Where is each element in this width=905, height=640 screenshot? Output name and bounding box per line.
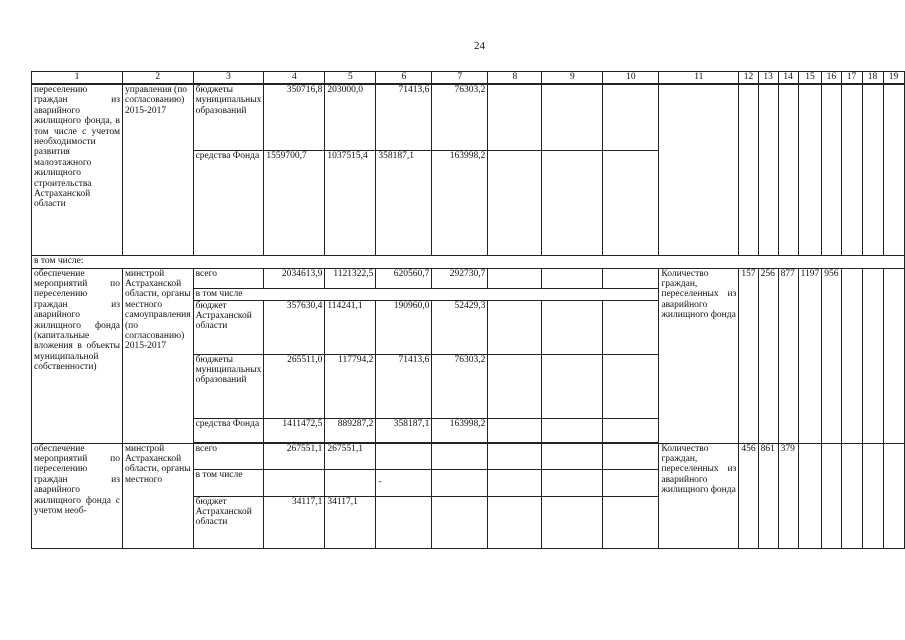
column-header: 19	[883, 72, 904, 85]
column-header: 9	[542, 72, 603, 85]
subtotal-note-row	[32, 255, 905, 268]
column-header: 8	[488, 72, 542, 85]
page-number: 24	[474, 40, 485, 52]
column-header: 7	[432, 72, 488, 85]
amount-2015: 34117,1	[325, 496, 376, 548]
column-header: 15	[798, 72, 822, 85]
indicator-value: 956	[822, 268, 841, 443]
amount-2016: 358187,1	[376, 418, 432, 442]
amount-2015: 1037515,4	[325, 150, 376, 255]
indicator-value: 1197	[798, 268, 822, 443]
indicator-value	[841, 443, 862, 548]
amount-2017: 52429,3	[432, 300, 488, 354]
funding-source: средства Фонда	[193, 418, 264, 442]
amount-total: 267551,1	[264, 443, 325, 469]
indicator-value: 861	[758, 443, 778, 548]
amount-2015: 117794,2	[325, 354, 376, 418]
amount-total: 357630,4	[264, 300, 325, 354]
amount-total: 2034613,9	[264, 268, 325, 288]
funding-source: всего	[193, 443, 264, 469]
incl-label: в том числе	[193, 469, 264, 496]
column-header: 13	[758, 72, 778, 85]
column-header: 5	[325, 72, 376, 85]
amount-total: 1411472,5	[264, 418, 325, 442]
indicator-value: 456	[739, 443, 758, 548]
table-row	[32, 443, 905, 469]
column-number-row	[32, 72, 905, 85]
amount-2015: 114241,1	[325, 300, 376, 354]
funding-source: средства Фонда	[193, 150, 264, 255]
indicator-value	[798, 443, 822, 548]
funding-source: бюджеты муниципальных образований	[193, 354, 264, 418]
column-header: 2	[123, 72, 194, 85]
amount-2015: 267551,1	[325, 443, 376, 469]
indicator-value	[862, 268, 883, 443]
column-header: 1	[32, 72, 123, 85]
amount-total: 34117,1	[264, 496, 325, 548]
activity-cell: обеспечение мероприятий по переселению граждан из аварийного жилищного фонда (капитальные вложения в объекты муниципальной собственности)	[32, 268, 123, 443]
amount-total: 265511,0	[264, 354, 325, 418]
funding-source: всего	[193, 268, 264, 288]
indicator-value: 379	[778, 443, 798, 548]
column-header: 16	[822, 72, 841, 85]
amount-2016: 190960,0	[376, 300, 432, 354]
amount-2017: 163998,2	[432, 150, 488, 255]
executor-cell: управления (по согласованию) 2015-2017	[123, 84, 194, 255]
column-header: 11	[659, 72, 739, 85]
indicator-value: 256	[758, 268, 778, 443]
amount-total: 350716,8	[264, 84, 325, 150]
funding-source: бюджет Астраханской области	[193, 496, 264, 548]
funding-source: бюджет Астраханской области	[193, 300, 264, 354]
executor-cell: минстрой Астраханской области, органы местного	[123, 443, 194, 548]
program-table	[31, 71, 905, 549]
indicator-value	[841, 268, 862, 443]
amount-2017: 292730,7	[432, 268, 488, 288]
column-header: 17	[841, 72, 862, 85]
indicator-name: Количество граждан, переселенных из аварийного жилищного фонда	[659, 443, 739, 548]
activity-cell: переселению граждан из аварийного жилищного фонда, в том числе с учетом необходимости развития малоэтажного жилищного строительства Астраханской области	[32, 84, 123, 255]
column-header: 4	[264, 72, 325, 85]
column-header: 10	[603, 72, 659, 85]
indicator-value	[883, 443, 904, 548]
indicator-value: 877	[778, 268, 798, 443]
amount-2016: 358187,1	[376, 150, 432, 255]
amount-2015: 889287,2	[325, 418, 376, 442]
table-row	[32, 268, 905, 288]
indicator-value	[822, 443, 841, 548]
funding-source: бюджеты муниципальных образований	[193, 84, 264, 150]
activity-cell: обеспечение мероприятий по переселению граждан из аварийного жилищного фонда с учетом необ-	[32, 443, 123, 548]
table-row	[32, 84, 905, 150]
indicator-value	[862, 443, 883, 548]
column-header: 14	[778, 72, 798, 85]
column-header: 6	[376, 72, 432, 85]
amount-2016: 620560,7	[376, 268, 432, 288]
amount-2017: 76303,2	[432, 84, 488, 150]
in-total-note: в том числе:	[32, 255, 905, 268]
column-header: 12	[739, 72, 758, 85]
amount-2017: 163998,2	[432, 418, 488, 442]
amount-2016: 71413,6	[376, 354, 432, 418]
indicator-name: Количество граждан, переселенных из аварийного жилищного фонда	[659, 268, 739, 443]
incl-label: в том числе	[193, 288, 659, 300]
amount-2016: 71413,6	[376, 84, 432, 150]
column-header: 18	[862, 72, 883, 85]
amount-2015: 1121322,5	[325, 268, 376, 288]
executor-cell: минстрой Астраханской области, органы местного самоуправления (по согласованию) 2015-2017	[123, 268, 194, 443]
dash-mark: -	[376, 469, 432, 496]
indicator-value	[883, 268, 904, 443]
column-header: 3	[193, 72, 264, 85]
amount-2015: 203000,0	[325, 84, 376, 150]
indicator-value: 157	[739, 268, 758, 443]
amount-2017: 76303,2	[432, 354, 488, 418]
amount-total: 1559700,7	[264, 150, 325, 255]
